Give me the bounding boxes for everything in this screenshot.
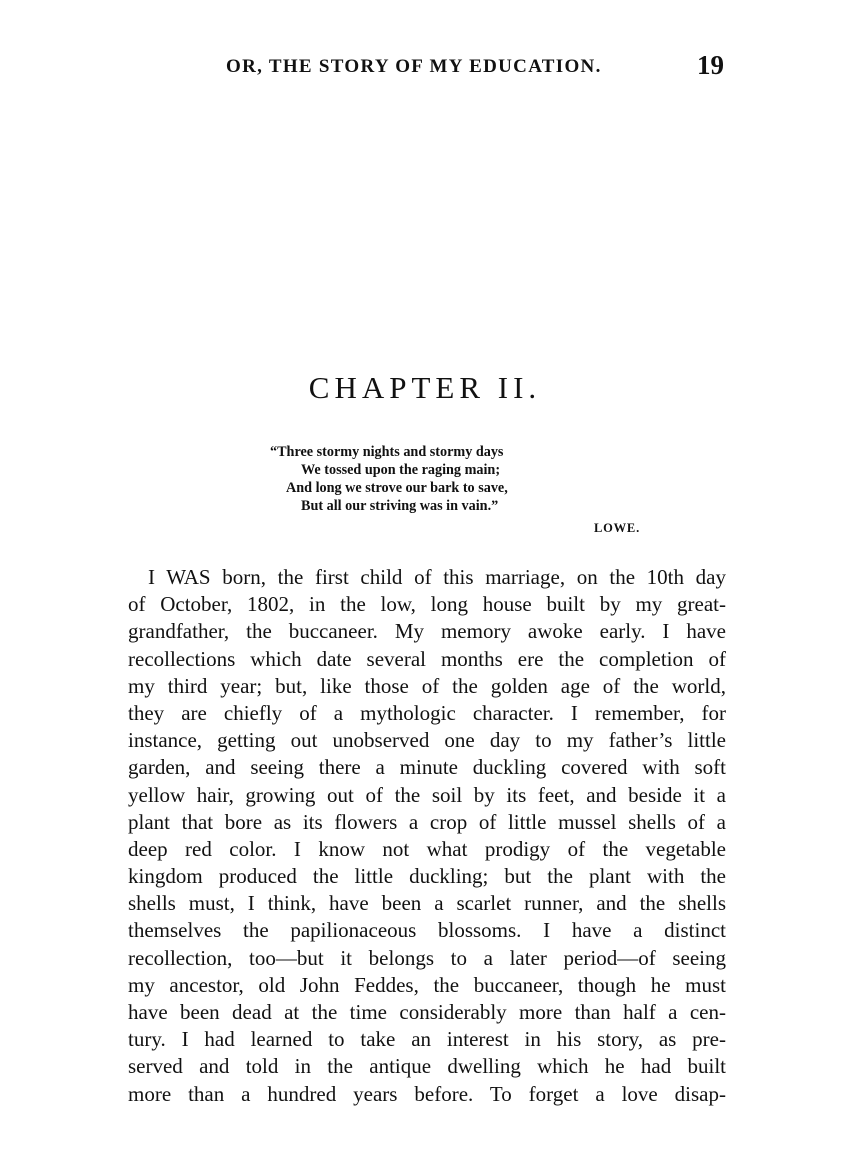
body-line: they are chiefly of a mythologic character. I remember, for	[128, 700, 726, 725]
epigraph-line: “Three stormy nights and stormy days	[270, 444, 504, 460]
body-line: kingdom produced the little duckling; but the plant with the	[128, 864, 726, 889]
page-number: 19	[697, 50, 724, 80]
body-line: have been dead at the time considerably more than half a cen-	[128, 1000, 726, 1024]
epigraph-attribution: LOWE.	[593, 521, 640, 535]
running-title: OR, THE STORY OF MY EDUCATION.	[226, 56, 602, 77]
epigraph-line: But all our striving was in vain.”	[301, 498, 499, 514]
body-line: themselves the papilionaceous blossoms. I have a distinct	[128, 918, 726, 943]
body-line: shells must, I think, have been a scarlet runner, and the shells	[128, 891, 726, 916]
body-line: my third year; but, like those of the golden age of the world,	[128, 673, 726, 698]
body-line: tury. I had learned to take an interest in his story, as pre-	[128, 1027, 726, 1052]
epigraph-line: And long we strove our bark to save,	[286, 480, 508, 496]
body-text	[128, 564, 726, 1108]
running-head	[130, 50, 724, 84]
body-line: plant that bore as its flowers a crop of little mussel shells of a	[128, 809, 726, 834]
body-line: deep red color. I know not what prodigy of the vegetable	[128, 836, 726, 861]
body-line: instance, getting out unobserved one day to my father’s little	[128, 728, 726, 753]
chapter-heading: CHAPTER II.	[308, 370, 542, 405]
epigraph-line: We tossed upon the raging main;	[301, 462, 501, 478]
epigraph	[270, 443, 640, 537]
body-line: served and told in the antique dwelling which he had built	[128, 1054, 726, 1079]
body-line: I WAS born, the first child of this marriage, on the 10th day	[148, 565, 726, 589]
body-line: grandfather, the buccaneer. My memory awoke early. I have	[128, 619, 726, 644]
body-line: of October, 1802, in the low, long house built by my great-	[128, 592, 726, 617]
body-line: garden, and seeing there a minute duckling covered with soft	[128, 755, 726, 780]
body-line: my ancestor, old John Feddes, the buccaneer, though he must	[128, 972, 726, 997]
body-line: more than a hundred years before. To forget a love disap-	[128, 1081, 726, 1106]
body-line: recollection, too—but it belongs to a later period—of seeing	[128, 945, 726, 970]
body-line: yellow hair, growing out of the soil by its feet, and beside it a	[128, 782, 726, 807]
body-line: recollections which date several months ere the completion of	[128, 646, 726, 671]
